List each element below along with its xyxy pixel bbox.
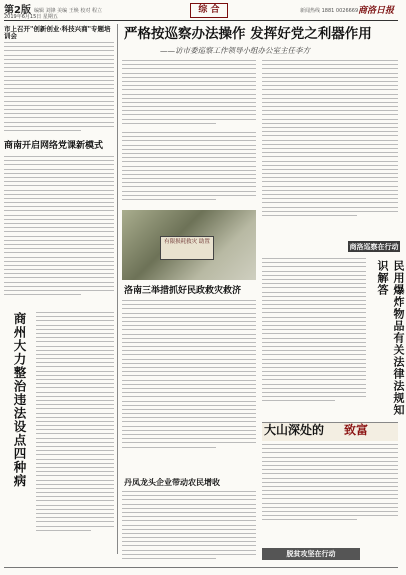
- article-body: [262, 258, 366, 416]
- article-headline-innovation: 市上召开"创新创业·科技兴商"专题培训会: [4, 25, 111, 41]
- page-number: 第2版: [4, 5, 31, 16]
- date-line: 2019年6月15日 星期五: [4, 14, 58, 20]
- feature-headline: 大山深处的: [264, 423, 325, 437]
- section-tag-inspection: 商洛巡察在行动: [349, 242, 399, 251]
- news-hotline: 新闻热线 1881 0026669: [300, 8, 359, 14]
- article-body: [36, 312, 114, 547]
- photo-sign: 有限损耗救灾 助置: [160, 236, 214, 260]
- main-subheadline: ——访市委巡察工作领导小组办公室主任李方: [160, 46, 310, 55]
- feature-header: [262, 422, 398, 441]
- article-body: [122, 300, 256, 460]
- feature-headline-highlight: 致富: [344, 423, 369, 437]
- section-tag-poverty: 脱贫攻坚在行动: [262, 548, 360, 560]
- editor-credits: 编辑 刘锋 美编 王焕 校对 程立: [34, 8, 102, 14]
- section-label: 综 合: [190, 3, 228, 18]
- article-body: [4, 42, 114, 137]
- column-divider: [117, 24, 118, 554]
- news-photo: [122, 210, 256, 280]
- article-body: [262, 444, 398, 524]
- article-headline-shangzhou: 商州大力整治违法设点四种病: [12, 312, 27, 488]
- article-headline-luonan: 洛南三举措抓好民政救灾救济: [124, 286, 242, 296]
- article-headline-danfeng: 丹凤龙头企业带动农民增收: [124, 477, 220, 487]
- article-body: [122, 491, 256, 561]
- article-body: [122, 60, 256, 130]
- article-body: [4, 156, 114, 306]
- article-body: [262, 60, 398, 232]
- article-body: [122, 132, 256, 207]
- masthead: [0, 0, 402, 26]
- sidebar-headline-explosives: 民用爆炸物品有关法律法规知识解答: [376, 260, 405, 416]
- footer-rule: [4, 567, 398, 568]
- header-rule: [4, 20, 398, 21]
- newspaper-logo: 商洛日报: [358, 6, 395, 16]
- article-headline-party-class: 商南开启网络党课新模式: [4, 141, 104, 151]
- main-headline: 严格按巡察办法操作 发挥好党之利器作用: [124, 26, 372, 42]
